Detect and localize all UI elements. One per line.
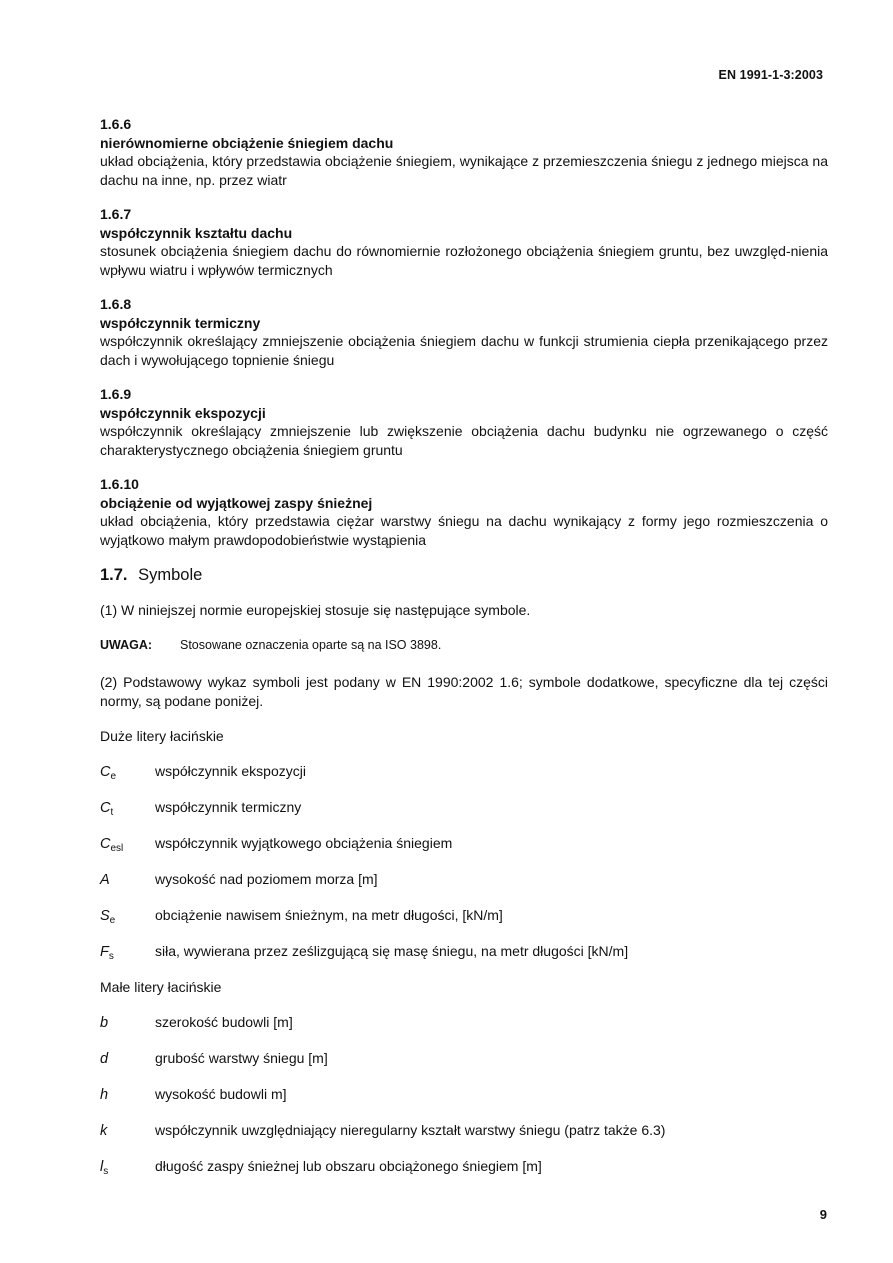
symbol-description: współczynnik wyjątkowego obciążenia śniegiem <box>155 835 453 851</box>
symbol <box>100 763 155 782</box>
symbol-row <box>100 834 828 853</box>
symbol <box>100 871 155 890</box>
symbol-subscript: e <box>109 915 116 926</box>
symbol <box>100 1050 155 1069</box>
definition-number: 1.6.9 <box>100 386 132 402</box>
symbol-letter: k <box>100 1123 108 1139</box>
note-text: Stosowane oznaczenia oparte są na ISO 3898. <box>180 638 442 652</box>
definition-1-6-10 <box>100 474 828 550</box>
symbol-row <box>100 1085 828 1104</box>
symbol <box>100 1158 155 1177</box>
definition-term: współczynnik termiczny <box>100 315 261 331</box>
symbol-letter: C <box>100 836 111 852</box>
symbol-description: obciążenie nawisem śnieżnym, na metr długości, [kN/m] <box>155 907 503 923</box>
symbol-description: współczynnik termiczny <box>155 799 302 815</box>
definition-term: współczynnik ekspozycji <box>100 405 266 421</box>
symbol-subscript: e <box>110 771 117 782</box>
symbol-row <box>100 1157 828 1176</box>
definition-text: stosunek obciążenia śniegiem dachu do równomiernie rozłożonego obciążenia śniegiem gruntu, bez uwzględ-nienia wpływu wiatru i wpływów termicznych <box>100 243 828 278</box>
symbol <box>100 799 155 818</box>
symbol-row <box>100 906 828 925</box>
symbol-subscript: t <box>110 807 114 818</box>
symbol-letter: b <box>100 1015 109 1031</box>
symbol-row <box>100 762 828 781</box>
symbol-description: wysokość nad poziomem morza [m] <box>155 871 378 887</box>
section-title: Symbole <box>138 566 203 584</box>
definition-number: 1.6.10 <box>100 476 139 492</box>
symbol <box>100 907 155 926</box>
definition-1-6-8 <box>100 294 828 370</box>
symbol-letter: A <box>100 872 110 888</box>
symbol-row <box>100 1121 828 1140</box>
symbol <box>100 1086 155 1105</box>
symbol-letter: C <box>100 764 111 780</box>
symbol <box>100 1014 155 1033</box>
definition-number: 1.6.8 <box>100 296 132 312</box>
symbol-row <box>100 942 828 961</box>
symbol-description: współczynnik ekspozycji <box>155 763 306 779</box>
standard-code-header: EN 1991-1-3:2003 <box>718 68 823 82</box>
definition-term: obciążenie od wyjątkowej zaspy śnieżnej <box>100 495 373 511</box>
symbol-letter: C <box>100 800 111 816</box>
symbol-letter: d <box>100 1051 109 1067</box>
symbol-description: grubość warstwy śniegu [m] <box>155 1050 328 1066</box>
symbol-subscript: s <box>108 951 114 962</box>
uppercase-symbol-list <box>100 762 828 961</box>
symbol-description: siła, wywierana przez ześlizgującą się masę śniegu, na metr długości [kN/m] <box>155 943 629 959</box>
definition-text: układ obciążenia, który przedstawia obciążenie śniegiem, wynikające z przemieszczenia śniegu z jednego miejsca na dachu na inne, np. przez wiatr <box>100 153 828 188</box>
definition-term: nierównomierne obciążenie śniegiem dachu <box>100 135 394 151</box>
symbol-description: współczynnik uwzględniający nieregularny kształt warstwy śniegu (patrz także 6.3) <box>155 1122 666 1138</box>
paragraph-1: (1) W niniejszej normie europejskiej stosuje się następujące symbole. <box>100 602 531 618</box>
definition-number: 1.6.6 <box>100 116 132 132</box>
uppercase-group-label: Duże litery łacińskie <box>100 728 224 744</box>
definition-number: 1.6.7 <box>100 206 132 222</box>
paragraph-2: (2) Podstawowy wykaz symboli jest podany w EN 1990:2002 1.6; symbole dodatkowe, specyficzne dla tej części normy, są podane poniżej. <box>100 674 828 709</box>
symbol-row <box>100 798 828 817</box>
definition-text: współczynnik określający zmniejszenie obciążenia śniegiem dachu w funkcji strumienia ciepła przenikającego przez dach i wywołującego topnienie śniegu <box>100 333 828 368</box>
symbol-description: szerokość budowli [m] <box>155 1014 293 1030</box>
definition-1-6-6 <box>100 114 828 190</box>
section-heading <box>100 565 828 585</box>
symbol-row <box>100 1013 828 1032</box>
symbol-subscript: esl <box>110 843 124 854</box>
lowercase-symbol-list <box>100 1013 828 1176</box>
definition-term: współczynnik kształtu dachu <box>100 225 293 241</box>
section-number: 1.7. <box>100 566 128 584</box>
symbol <box>100 943 155 962</box>
symbol <box>100 1122 155 1141</box>
symbol-letter: S <box>100 908 110 924</box>
symbol-letter: l <box>100 1159 104 1175</box>
symbol-letter: h <box>100 1087 109 1103</box>
definition-1-6-9 <box>100 384 828 460</box>
definition-text: układ obciążenia, który przedstawia ciężar warstwy śniegu na dachu wynikający z formy jego rozmieszczenia o wyjątkowo małym prawdopodobieństwie wystąpienia <box>100 513 828 548</box>
symbol-description: długość zaspy śnieżnej lub obszaru obciążonego śniegiem [m] <box>155 1158 542 1174</box>
content-body <box>100 114 828 1193</box>
symbol-letter: F <box>100 944 109 960</box>
symbol-row <box>100 870 828 889</box>
note <box>100 636 828 655</box>
note-label: UWAGA: <box>100 638 153 652</box>
definition-text: współczynnik określający zmniejszenie lub zwiększenie obciążenia dachu budynku nie ogrzewanego o część charakterystycznego obciążenia śniegiem gruntu <box>100 423 828 458</box>
symbol-subscript: s <box>103 1166 109 1177</box>
definition-1-6-7 <box>100 204 828 280</box>
symbol-row <box>100 1049 828 1068</box>
page-number: 9 <box>819 1207 827 1222</box>
symbol-description: wysokość budowli m] <box>155 1086 287 1102</box>
lowercase-group-label: Małe litery łacińskie <box>100 979 222 995</box>
symbol <box>100 835 155 854</box>
